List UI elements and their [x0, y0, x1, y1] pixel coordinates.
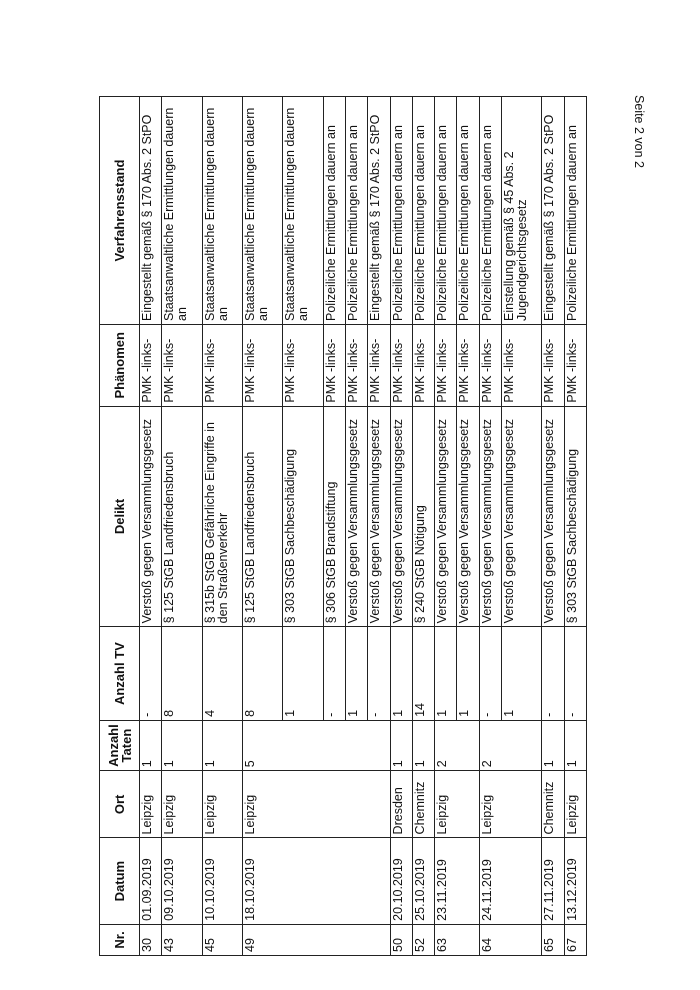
cell-anzahl-tv: 14 — [412, 627, 434, 721]
case-table — [99, 96, 587, 956]
cell-verfahrensstand: Eingestellt gemäß § 170 Abs. 2 StPO — [140, 97, 162, 325]
cell-ort: Chemnitz — [542, 771, 564, 838]
cell-delikt: Verstoß gegen Versammlungsgesetz — [368, 406, 390, 627]
cell-nr: 50 — [390, 924, 412, 955]
cell-ort: Leipzig — [479, 771, 542, 838]
header-row — [100, 97, 140, 956]
cell-nr: 49 — [243, 924, 391, 955]
cell-datum: 01.09.2019 — [140, 838, 162, 924]
cell-verfahrensstand: Polizeiliche Ermittlungen dauern an — [457, 97, 479, 325]
cell-verfahrensstand: Staatsanwaltliche Ermittlungen dauern an — [202, 97, 242, 325]
cell-delikt: § 303 StGB Sachbeschädigung — [564, 406, 586, 627]
cell-anzahl-taten: 1 — [564, 720, 586, 770]
cell-nr: 63 — [435, 924, 480, 955]
cell-phaenomen: PMK -links- — [346, 325, 368, 407]
header-delikt: Delikt — [100, 406, 140, 627]
cell-datum: 09.10.2019 — [162, 838, 202, 924]
cell-phaenomen: PMK -links- — [243, 325, 283, 407]
cell-phaenomen: PMK -links- — [564, 325, 586, 407]
header-verfahrensstand: Verfahrensstand — [100, 97, 140, 325]
cell-delikt: Verstoß gegen Versammlungsgesetz — [457, 406, 479, 627]
cell-anzahl-tv: - — [564, 627, 586, 721]
cell-delikt: Verstoß gegen Versammlungsgesetz — [542, 406, 564, 627]
cell-datum: 25.10.2019 — [412, 838, 434, 924]
cell-delikt: § 240 StGB Nötigung — [412, 406, 434, 627]
cell-anzahl-taten: 1 — [162, 720, 202, 770]
header-phaenomen: Phänomen — [100, 325, 140, 407]
cell-verfahrensstand: Polizeiliche Ermittlungen dauern an — [346, 97, 368, 325]
table-row — [564, 97, 586, 956]
header-datum: Datum — [100, 838, 140, 924]
cell-anzahl-taten: 1 — [140, 720, 162, 770]
cell-phaenomen: PMK -links- — [368, 325, 390, 407]
cell-anzahl-tv: 1 — [457, 627, 479, 721]
cell-datum: 24.11.2019 — [479, 838, 542, 924]
cell-delikt: Verstoß gegen Versammlungsgesetz — [390, 406, 412, 627]
cell-ort: Chemnitz — [412, 771, 434, 838]
header-anzahl-taten: Anzahl Taten — [100, 720, 140, 770]
cell-phaenomen: PMK -links- — [457, 325, 479, 407]
cell-delikt: Verstoß gegen Versammlungsgesetz — [479, 406, 501, 627]
table-row — [390, 97, 412, 956]
cell-phaenomen: PMK -links- — [162, 325, 202, 407]
cell-verfahrensstand: Polizeiliche Ermittlungen dauern an — [412, 97, 434, 325]
cell-anzahl-tv: - — [323, 627, 345, 721]
cell-delikt: § 303 StGB Sachbeschädigung — [283, 406, 323, 627]
cell-anzahl-taten: 1 — [390, 720, 412, 770]
cell-delikt: § 125 StGB Landfriedensbruch — [162, 406, 202, 627]
header-anzahl-tv: Anzahl TV — [100, 627, 140, 721]
cell-verfahrensstand: Staatsanwaltliche Ermittlungen dauern an — [243, 97, 283, 325]
cell-phaenomen: PMK -links- — [140, 325, 162, 407]
cell-ort: Leipzig — [435, 771, 480, 838]
cell-phaenomen: PMK -links- — [323, 325, 345, 407]
cell-nr: 45 — [202, 924, 242, 955]
cell-delikt: § 306 StGB Brandstiftung — [323, 406, 345, 627]
cell-delikt: Verstoß gegen Versammlungsgesetz — [435, 406, 457, 627]
cell-anzahl-tv: 1 — [501, 627, 541, 721]
table-row — [140, 97, 162, 956]
rotated-page — [99, 96, 587, 956]
cell-verfahrensstand: Einstellung gemäß § 45 Abs. 2 Jugendgerichtsgesetz — [501, 97, 541, 325]
cell-datum: 27.11.2019 — [542, 838, 564, 924]
cell-phaenomen: PMK -links- — [501, 325, 541, 407]
cell-verfahrensstand: Polizeiliche Ermittlungen dauern an — [323, 97, 345, 325]
cell-ort: Leipzig — [243, 771, 391, 838]
cell-nr: 67 — [564, 924, 586, 955]
table-row — [162, 97, 202, 956]
cell-anzahl-tv: - — [140, 627, 162, 721]
cell-phaenomen: PMK -links- — [479, 325, 501, 407]
cell-nr: 52 — [412, 924, 434, 955]
cell-anzahl-tv: - — [368, 627, 390, 721]
page-number: Seite 2 von 2 — [632, 95, 646, 168]
cell-ort: Dresden — [390, 771, 412, 838]
cell-delikt: Verstoß gegen Versammlungsgesetz — [501, 406, 541, 627]
cell-verfahrensstand: Eingestellt gemäß § 170 Abs. 2 StPO — [368, 97, 390, 325]
cell-anzahl-taten: 2 — [435, 720, 480, 770]
cell-anzahl-taten: 1 — [412, 720, 434, 770]
table-row — [412, 97, 434, 956]
table-row — [243, 97, 283, 956]
cell-anzahl-tv: 8 — [162, 627, 202, 721]
cell-verfahrensstand: Staatsanwaltliche Ermittlungen dauern an — [162, 97, 202, 325]
cell-verfahrensstand: Polizeiliche Ermittlungen dauern an — [390, 97, 412, 325]
cell-verfahrensstand: Eingestellt gemäß § 170 Abs. 2 StPO — [542, 97, 564, 325]
cell-verfahrensstand: Polizeiliche Ermittlungen dauern an — [564, 97, 586, 325]
cell-nr: 30 — [140, 924, 162, 955]
table-row — [542, 97, 564, 956]
cell-anzahl-taten: 1 — [202, 720, 242, 770]
header-ort: Ort — [100, 771, 140, 838]
cell-nr: 43 — [162, 924, 202, 955]
cell-datum: 10.10.2019 — [202, 838, 242, 924]
table-row — [435, 97, 457, 956]
cell-ort: Leipzig — [202, 771, 242, 838]
cell-ort: Leipzig — [140, 771, 162, 838]
cell-nr: 64 — [479, 924, 542, 955]
cell-anzahl-taten: 5 — [243, 720, 391, 770]
cell-ort: Leipzig — [162, 771, 202, 838]
table-row — [202, 97, 242, 956]
cell-anzahl-tv: 1 — [435, 627, 457, 721]
cell-verfahrensstand: Staatsanwaltliche Ermittlungen dauern an — [283, 97, 323, 325]
cell-phaenomen: PMK -links- — [390, 325, 412, 407]
cell-delikt: § 315b StGB Gefährliche Eingriffe in den Straßenverkehr — [202, 406, 242, 627]
cell-phaenomen: PMK -links- — [412, 325, 434, 407]
header-nr: Nr. — [100, 924, 140, 955]
cell-anzahl-taten: 1 — [542, 720, 564, 770]
cell-datum: 13.12.2019 — [564, 838, 586, 924]
cell-nr: 65 — [542, 924, 564, 955]
cell-anzahl-taten: 2 — [479, 720, 542, 770]
cell-datum: 23.11.2019 — [435, 838, 480, 924]
cell-datum: 18.10.2019 — [243, 838, 391, 924]
cell-anzahl-tv: - — [542, 627, 564, 721]
cell-phaenomen: PMK -links- — [283, 325, 323, 407]
cell-anzahl-tv: 1 — [390, 627, 412, 721]
cell-delikt: Verstoß gegen Versammlungsgesetz — [346, 406, 368, 627]
cell-datum: 20.10.2019 — [390, 838, 412, 924]
cell-verfahrensstand: Polizeiliche Ermittlungen dauern an — [435, 97, 457, 325]
cell-phaenomen: PMK -links- — [202, 325, 242, 407]
cell-delikt: § 125 StGB Landfriedensbruch — [243, 406, 283, 627]
cell-anzahl-tv: 1 — [283, 627, 323, 721]
cell-anzahl-tv: 8 — [243, 627, 283, 721]
cell-ort: Leipzig — [564, 771, 586, 838]
cell-anzahl-tv: 1 — [346, 627, 368, 721]
cell-anzahl-tv: 4 — [202, 627, 242, 721]
cell-anzahl-tv: - — [479, 627, 501, 721]
cell-phaenomen: PMK -links- — [542, 325, 564, 407]
cell-verfahrensstand: Polizeiliche Ermittlungen dauern an — [479, 97, 501, 325]
table-row — [479, 97, 501, 956]
table-body — [140, 97, 587, 956]
cell-phaenomen: PMK -links- — [435, 325, 457, 407]
cell-delikt: Verstoß gegen Versammlungsgesetz — [140, 406, 162, 627]
